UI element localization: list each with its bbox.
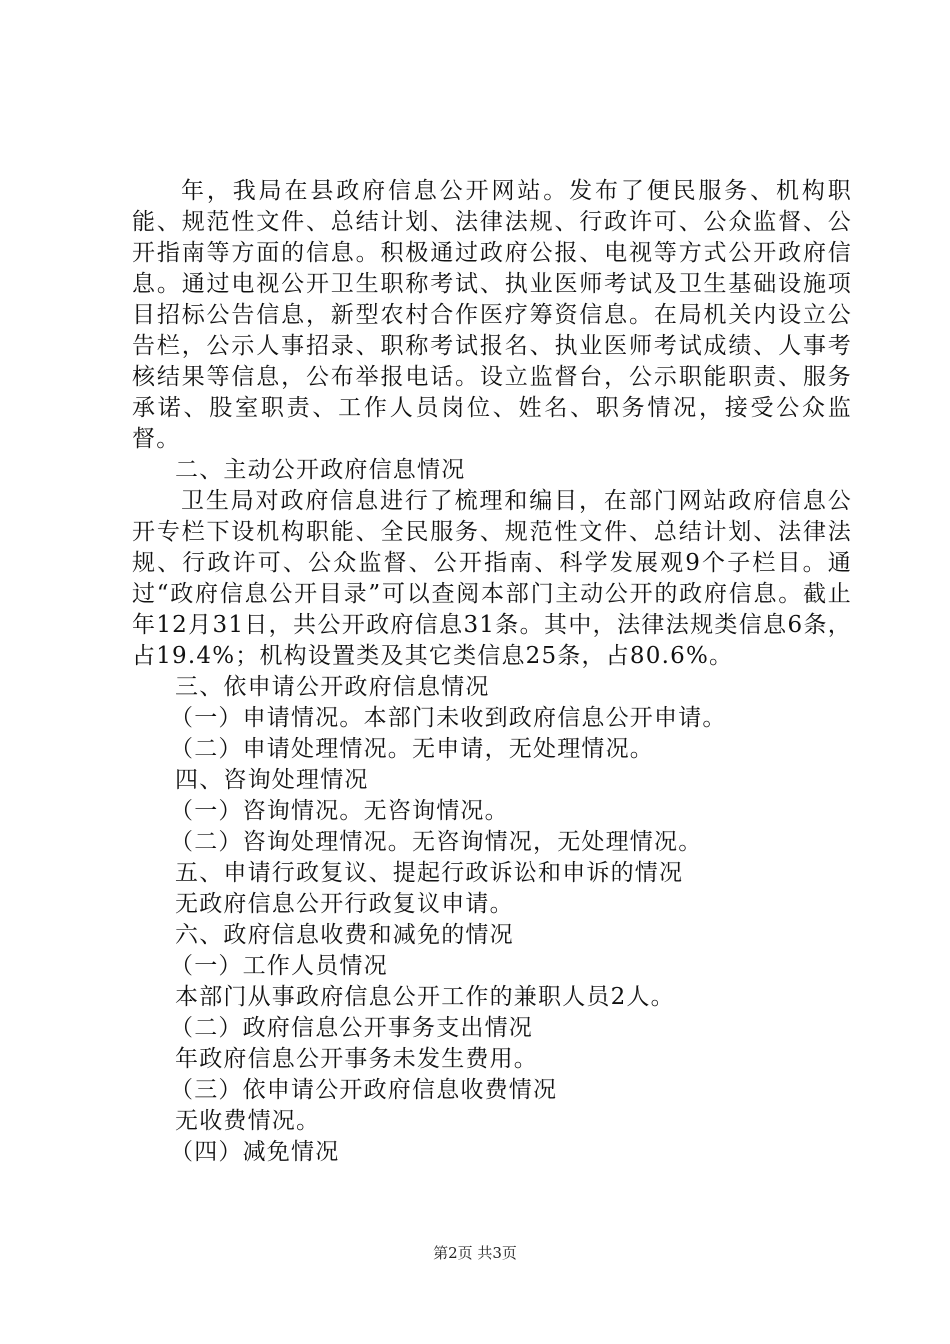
subitem-consultation: （一）咨询情况。无咨询情况。	[170, 798, 509, 824]
paragraph-staff: 本部门从事政府信息公开工作的兼职人员2人。	[175, 984, 675, 1010]
section-heading-5: 五、申请行政复议、提起行政诉讼和申诉的情况	[175, 860, 684, 886]
paragraph-fees: 无收费情况。	[175, 1108, 321, 1134]
section-heading-2: 二、主动公开政府信息情况	[175, 457, 466, 483]
section-heading-3: 三、依申请公开政府信息情况	[175, 674, 490, 700]
page-number-footer: 第2页 共3页	[433, 1244, 517, 1262]
subitem-application-handling: （二）申请处理情况。无申请，无处理情况。	[170, 736, 654, 762]
subitem-expenses: （二）政府信息公开事务支出情况	[170, 1015, 533, 1041]
subitem-consultation-handling: （二）咨询处理情况。无咨询情况，无处理情况。	[170, 829, 703, 855]
document-body	[132, 176, 852, 1168]
paragraph-intro: 年，我局在县政府信息公开网站。发布了便民服务、机构职能、规范性文件、总结计划、法律法规、行政许可、公众监督、公开指南等方面的信息。积极通过政府公报、电视等方式公开政府信息。通过电视公开卫生职称考试、执业医师考试及卫生基础设施项目招标公告信息，新型农村合作医疗筹资信息。在局机关内设立公告栏，公示人事招录、职称考试报名、执业医师考试成绩、人事考核结果等信息，公布举报电话。设立监督台，公示职能职责、服务承诺、股室职责、工作人员岗位、姓名、职务情况，接受公众监督。	[132, 178, 852, 452]
paragraph-expenses: 年政府信息公开事务未发生费用。	[175, 1046, 538, 1072]
subitem-staff: （一）工作人员情况	[170, 953, 388, 979]
subitem-fees: （三）依申请公开政府信息收费情况	[170, 1077, 558, 1103]
section-heading-6: 六、政府信息收费和减免的情况	[175, 922, 514, 948]
section-heading-4: 四、咨询处理情况	[175, 767, 369, 793]
paragraph-proactive: 卫生局对政府信息进行了梳理和编目，在部门网站政府信息公开专栏下设机构职能、全民服务、规范性文件、总结计划、法律法规、行政许可、公众监督、公开指南、科学发展观9个子栏目。通过“政府信息公开目录”可以查阅本部门主动公开的政府信息。截止年12月31日，共公开政府信息31条。其中，法律法规类信息6条，占19.4%；机构设置类及其它类信息25条，占80.6%。	[132, 488, 852, 669]
subitem-application: （一）申请情况。本部门未收到政府信息公开申请。	[170, 705, 727, 731]
paragraph-review: 无政府信息公开行政复议申请。	[175, 891, 514, 917]
subitem-exemptions: （四）减免情况	[170, 1139, 340, 1165]
